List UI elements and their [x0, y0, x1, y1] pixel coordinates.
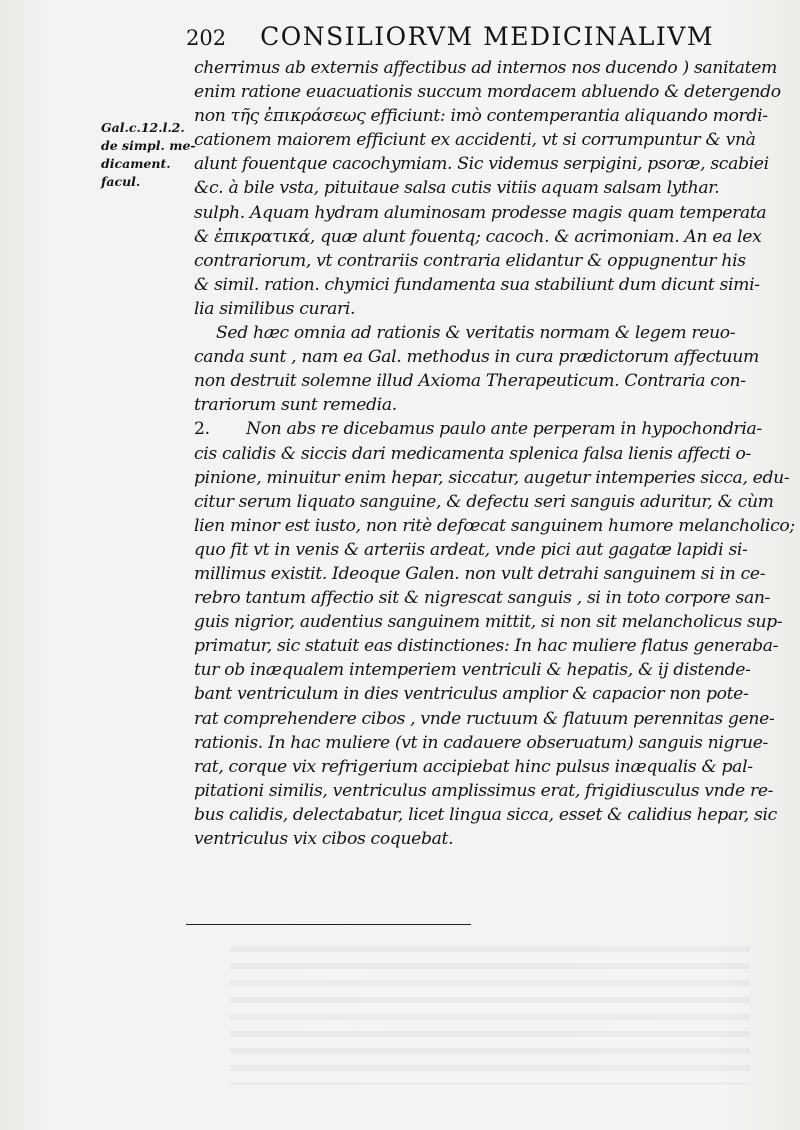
text-line: & ἐπικρατικά, quæ alunt fouentq; cacoch. & acrimoniam. An ea lex: [194, 226, 762, 247]
text-line: canda sunt , nam ea Gal. methodus in cura prædictorum affectuum: [194, 347, 759, 368]
text-line: & simil. ration. chymici fundamenta sua stabiliunt dum dicunt simi-: [194, 274, 760, 295]
end-rule: [186, 924, 471, 925]
running-title: CONSILIORVM MEDICINALIVM: [260, 22, 714, 51]
text-line: rebro tantum affectio sit & nigrescat sanguis , si in toto corpore san-: [194, 588, 771, 609]
text-line: sulph. Aquam hydram aluminosam prodesse magis quam temperata: [194, 202, 767, 223]
text-line: primatur, sic statuit eas distinctiones: In hac muliere flatus generaba-: [194, 636, 779, 657]
text-line: cis calidis & siccis dari medicamenta splenica falsa lienis affecti o-: [194, 443, 751, 464]
text-line: rat, corque vix refrigerium accipiebat hinc pulsus inæqualis & pal-: [194, 756, 753, 777]
text-line: cherrimus ab externis affectibus ad internos nos ducendo ) sanitatem: [194, 58, 777, 78]
page-header: [186, 22, 746, 51]
text-line: non destruit solemne illud Axioma Therapeuticum. Contraria con-: [194, 371, 746, 392]
text-line: millimus existit. Ideoque Galen. non vult detrahi sanguinem si in ce-: [194, 563, 766, 584]
text-line: &c. à bile vsta, pituitaue salsa cutis vitiis aquam salsam lythar.: [194, 178, 720, 199]
margin-note-line: Gal.c.12.l.2.: [101, 120, 185, 135]
text-line: cationem maiorem efficiunt ex accidenti, vt si corrumpuntur & vnà: [194, 130, 756, 151]
text-line: tur ob inæqualem intemperiem ventriculi & hepatis, & ij distende-: [194, 660, 751, 681]
text-line: rat comprehendere cibos , vnde ructuum & flatuum perennitas gene-: [194, 708, 775, 729]
text-line: bant ventriculum in dies ventriculus amplior & capacior non pote-: [194, 684, 749, 705]
text-line: lien minor est iusto, non ritè defœcat sanguinem humore melancholico;: [194, 515, 795, 536]
text-line: trariorum sunt remedia.: [194, 395, 397, 416]
text-line: Sed hæc omnia ad rationis & veritatis normam & legem reuo-: [216, 323, 736, 344]
margin-note-line: de simpl. me-: [101, 138, 196, 153]
text-line: enim ratione euacuationis succum mordacem abluendo & detergendo: [194, 82, 781, 103]
margin-note-line: dicament.: [101, 156, 171, 171]
main-text: [194, 56, 795, 851]
text-line: pinione, minuitur enim hepar, siccatur, augetur intemperies sicca, edu-: [194, 467, 790, 488]
text-line: non τῆς ἐπικράσεως efficiunt: imò contemperantia aliquando mordi-: [194, 106, 768, 127]
margin-note-line: facul.: [101, 174, 141, 189]
section-number: 2.: [194, 419, 210, 440]
text-line: quo fit vt in venis & arteriis ardeat, vnde pici aut gagatæ lapidi si-: [194, 539, 748, 560]
text-line: bus calidis, delectabatur, licet lingua sicca, esset & calidius hepar, sic: [194, 804, 777, 825]
text-line: citur serum liquato sanguine, & defectu seri sanguis aduritur, & cùm: [194, 491, 774, 512]
text-line: contrariorum, vt contrariis contraria elidantur & oppugnentur his: [194, 250, 746, 271]
show-through-texture: [230, 935, 750, 1085]
text-line: pitationi similis, ventriculus amplissimus erat, frigidiusculus vnde re-: [194, 780, 774, 801]
numbered-line: [194, 417, 769, 441]
text-line: ventriculus vix cibos coquebat.: [194, 829, 454, 849]
margin-note: [101, 119, 196, 191]
text-line: guis nigrior, audentius sanguinem mittit, si non sit melancholicus sup-: [194, 612, 783, 633]
text-line: rationis. In hac muliere (vt in cadauere obseruatum) sanguis nigrue-: [194, 732, 769, 753]
text-line: Non abs re dicebamus paulo ante perperam in hypochondria-: [246, 419, 762, 440]
text-line: lia similibus curari.: [194, 298, 356, 319]
text-line: alunt fouentque cacochymiam. Sic videmus serpigini, psoræ, scabiei: [194, 154, 769, 175]
page-number: 202: [186, 26, 227, 50]
